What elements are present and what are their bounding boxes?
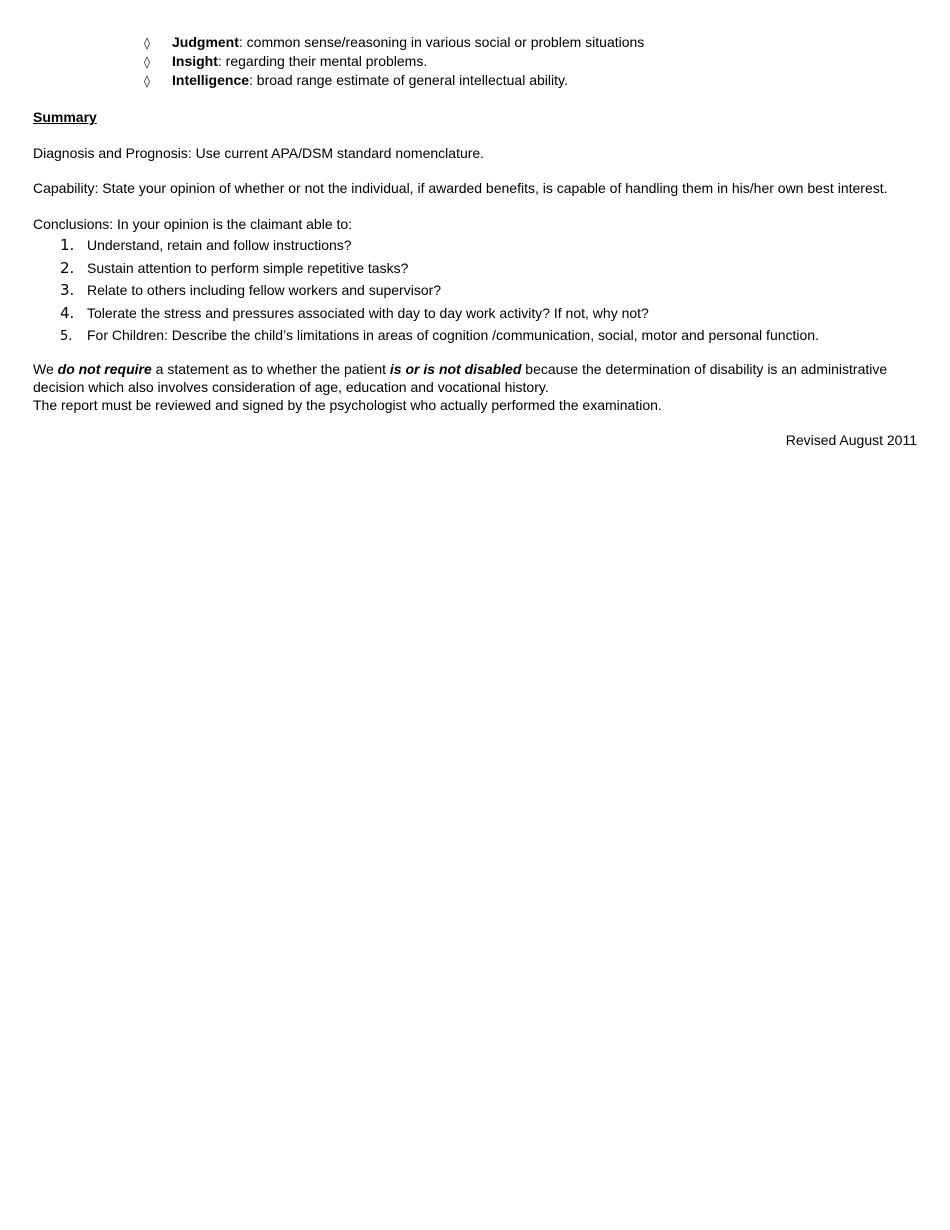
bullet-item-insight — [144, 52, 644, 71]
capability-paragraph: Capability: State your opinion of whether or not the individual, if awarded benefits, is capable of handling them in his/her own best interest. — [33, 180, 888, 196]
conclusion-text: For Children: Describe the child’s limitations in areas of cognition /communication, social, motor and personal function. — [87, 327, 819, 343]
conclusion-text: Understand, retain and follow instructions? — [87, 237, 352, 253]
conclusions-intro: Conclusions: In your opinion is the claimant able to: — [33, 216, 353, 232]
bullet-text: : common sense/reasoning in various social or problem situations — [238, 34, 645, 50]
conclusion-item — [33, 302, 819, 325]
conclusion-item — [33, 257, 819, 280]
conclusion-number: 1. — [60, 236, 75, 254]
bullet-term: Intelligence — [172, 72, 250, 88]
bullet-term: Insight — [172, 53, 218, 69]
conclusion-number: 2. — [60, 258, 75, 277]
statement-text: a statement as to whether the patient — [151, 361, 390, 377]
statement-emphasis: do not require — [57, 361, 152, 377]
bullet-item-judgment — [144, 33, 644, 52]
bullet-term: Judgment — [172, 34, 239, 50]
statement-emphasis: is or is not disabled — [389, 361, 522, 377]
conclusion-text: Tolerate the stress and pressures associated with day to day work activity? If not, why not? — [87, 304, 649, 321]
revision-date: Revised August 2011 — [785, 432, 917, 448]
bullet-text: : broad range estimate of general intellectual ability. — [249, 72, 568, 88]
conclusion-item — [33, 324, 819, 347]
bullet-item-intelligence — [144, 71, 644, 90]
disability-statement — [33, 360, 923, 414]
conclusion-text: Sustain attention to perform simple repetitive tasks? — [87, 259, 409, 276]
conclusion-item — [33, 279, 819, 302]
conclusion-number: 4. — [60, 303, 75, 322]
statement-paragraph — [33, 360, 923, 396]
diamond-bullet-icon: ◊ — [144, 74, 150, 88]
conclusion-number: 3. — [60, 281, 75, 299]
statement-text: We — [33, 361, 58, 377]
statement-text: because the determination of disability is an administrative decision which also involves consideration of age, education and vocational history. — [33, 361, 888, 395]
diagnosis-paragraph: Diagnosis and Prognosis: Use current APA/DSM standard nomenclature. — [33, 145, 485, 161]
conclusion-text: Relate to others including fellow workers and supervisor? — [87, 282, 442, 298]
conclusion-item — [33, 234, 819, 257]
conclusion-number: 5. — [60, 329, 73, 344]
summary-heading: Summary — [33, 109, 97, 125]
mental-status-bullet-list — [144, 33, 644, 90]
diamond-bullet-icon: ◊ — [144, 36, 150, 50]
conclusions-list — [33, 234, 819, 347]
review-requirement: The report must be reviewed and signed by the psychologist who actually performed the examination. — [33, 397, 662, 413]
bullet-text: : regarding their mental problems. — [217, 53, 428, 69]
diamond-bullet-icon: ◊ — [144, 55, 150, 69]
